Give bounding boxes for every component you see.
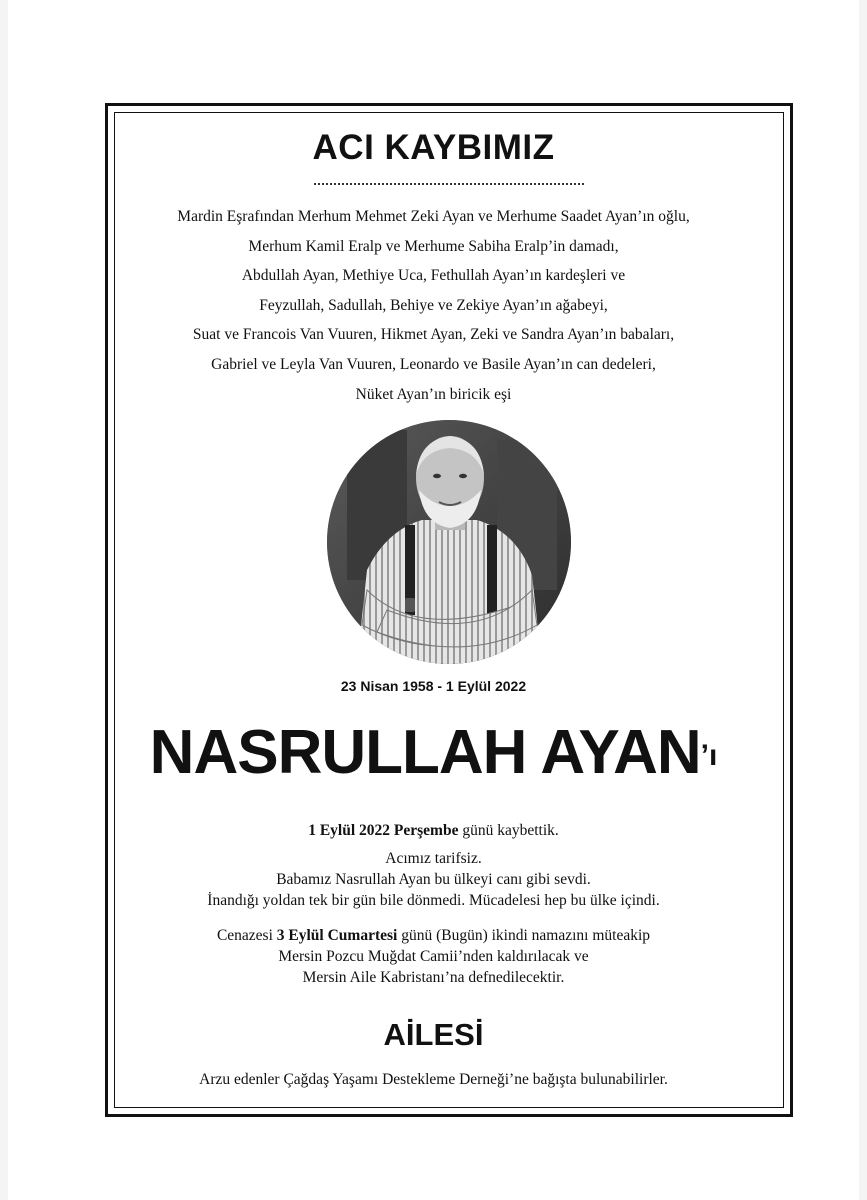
dotted-divider [314,183,584,185]
lineage-line: Abdullah Ayan, Methiye Uca, Fethullah Ayan’ın kardeşleri ve [241,267,626,284]
loss-date: 1 Eylül 2022 Perşembe [308,822,459,839]
funeral-line-rest: günü (Bugün) ikindi namazını müteakip [397,927,651,944]
lineage-line: Suat ve Francois Van Vuuren, Hikmet Ayan, Zeki ve Sandra Ayan’ın babaları, [192,326,675,343]
tribute-line: İnandığı yoldan tek bir gün bile dönmedi. Mücadelesi hep bu ülke içindi. [207,892,660,909]
funeral-prefix: Cenazesi [216,927,277,944]
funeral-details [8,925,859,988]
life-dates: 23 Nisan 1958 - 1 Eylül 2022 [340,678,527,694]
obituary-content [8,0,859,1200]
loss-announcement [8,820,859,841]
loss-line-rest: günü kaybettik. [458,822,559,839]
lineage-line: Feyzullah, Sadullah, Behiye ve Zekiye Ayan’ın ağabeyi, [259,296,608,314]
funeral-line-2: Mersin Pozcu Muğdat Camii’nden kaldırılacak ve [278,948,589,965]
spouse-line: Nüket Ayan’ın biricik eşi [355,386,512,403]
tribute-line: Babamız Nasrullah Ayan bu ülkeyi canı gibi sevdi. [276,871,591,888]
loss-line [8,820,859,841]
funeral-line-1 [8,925,859,946]
tribute-line: Acımız tarifsiz. [385,850,482,867]
funeral-line-3: Mersin Aile Kabristanı’na defnedilecektir. [302,969,565,986]
lineage-line: Merhum Kamil Eralp ve Merhume Sabiha Eralp’in damadı, [248,237,619,255]
funeral-date: 3 Eylül Cumartesi [276,927,398,944]
headline: ACI KAYBIMIZ [312,128,555,167]
deceased-name-main: NASRULLAH AYAN [149,718,701,787]
deceased-name [8,718,859,787]
lineage-line: Gabriel ve Leyla Van Vuuren, Leonardo ve Basile Ayan’ın can dedeleri, [211,355,656,373]
newspaper-page [8,0,859,1200]
portrait-illustration [327,420,571,664]
portrait-photo [327,420,571,664]
tribute-text [8,848,859,911]
family-lineage [8,202,859,379]
family-signature: AİLESİ [383,1017,484,1052]
donation-note: Arzu edenler Çağdaş Yaşamı Destekleme Derneği’ne bağışta bulunabilirler. [199,1071,668,1088]
lineage-line: Mardin Eşrafından Merhum Mehmet Zeki Ayan ve Merhume Saadet Ayan’ın oğlu, [177,208,690,225]
deceased-name-suffix: ’ı [700,739,718,772]
